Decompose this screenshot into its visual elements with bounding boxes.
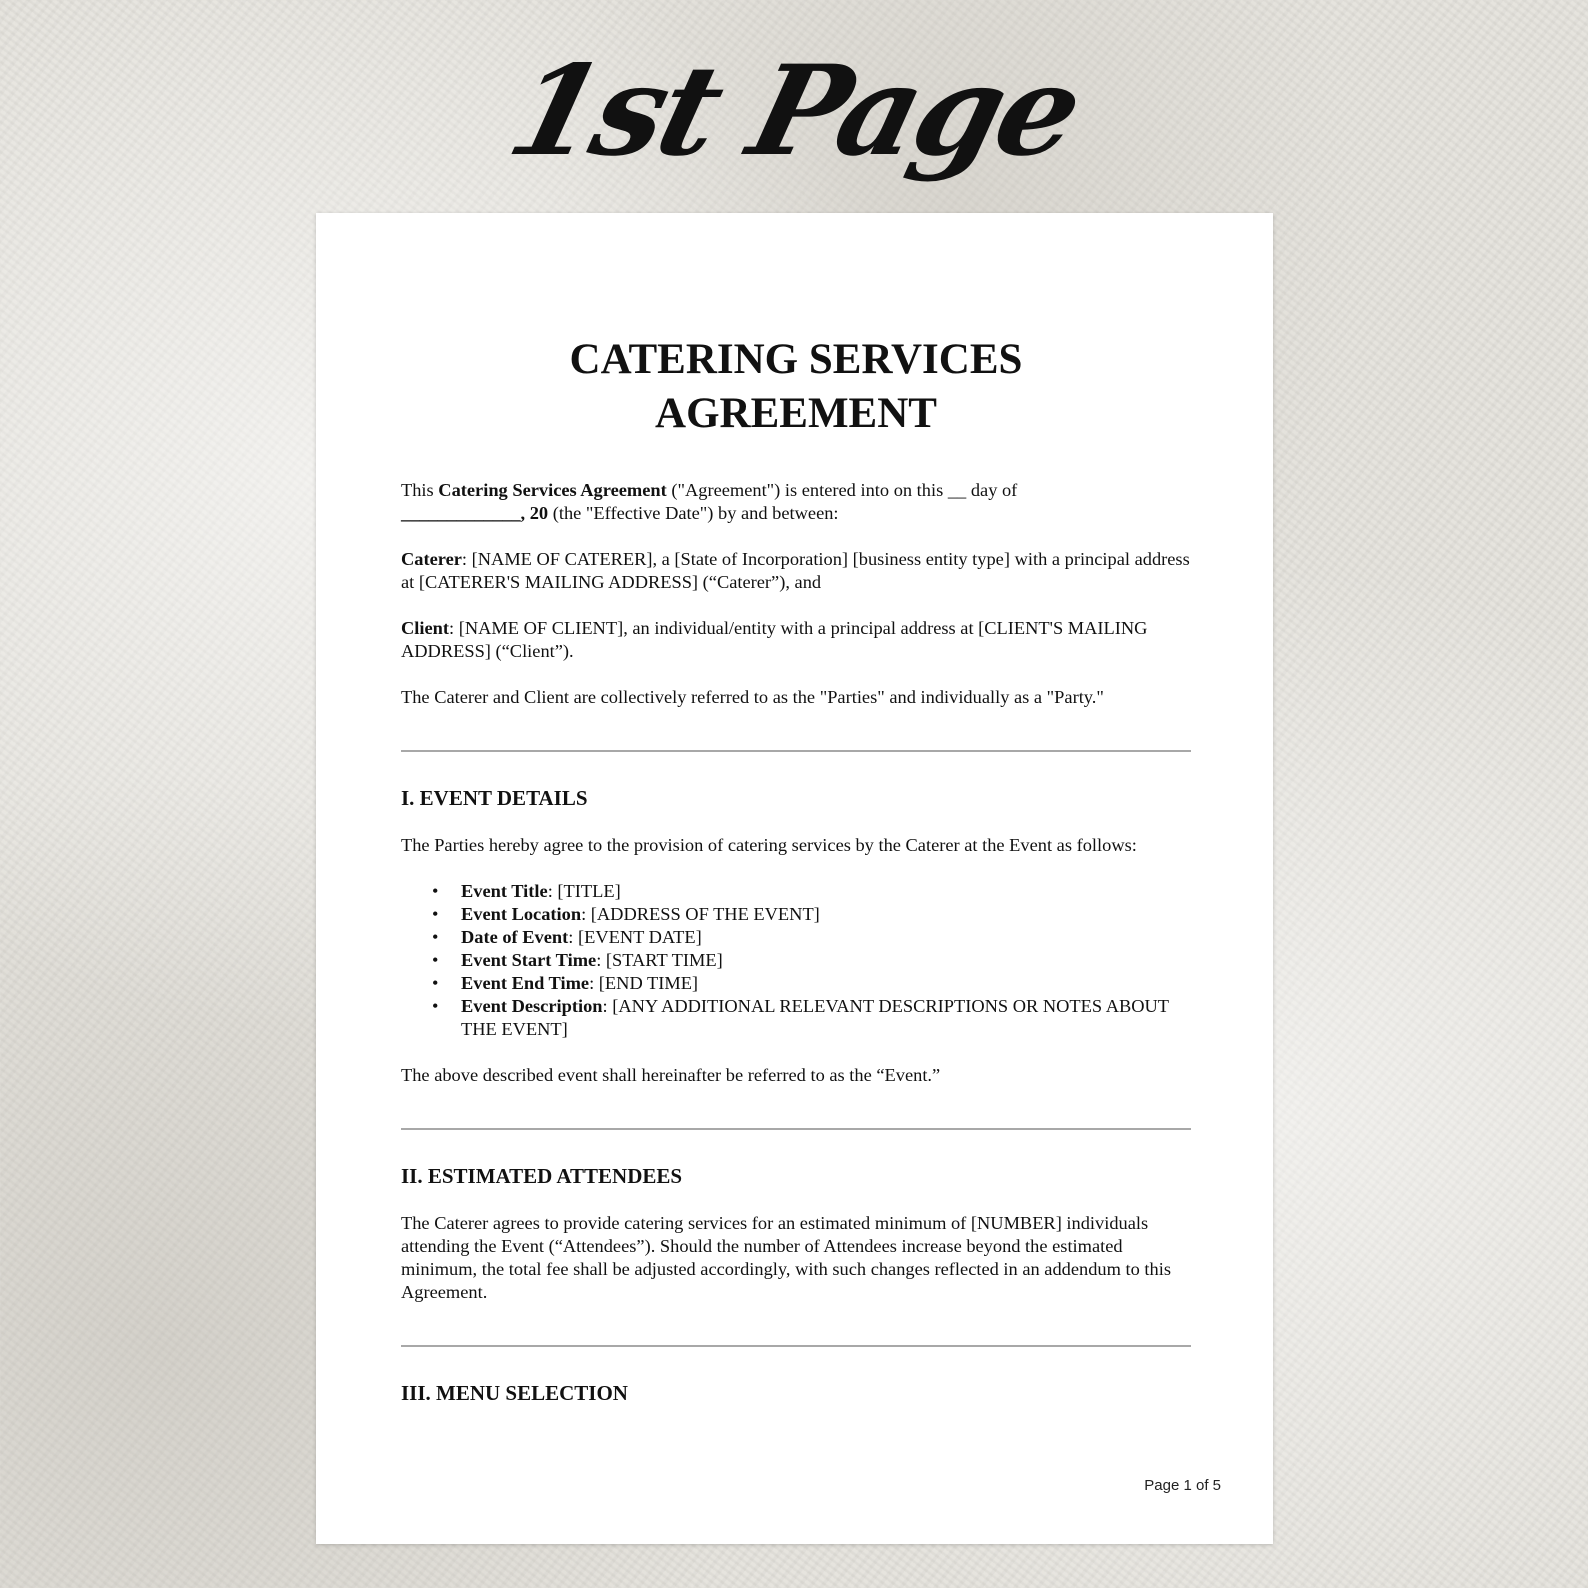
list-item: [432, 903, 1191, 926]
intro-paragraph: [401, 479, 1191, 525]
list-item-label: Date of Event: [461, 927, 569, 947]
list-item-label: Event Title: [461, 881, 548, 901]
page-number: Page 1 of 5: [1144, 1477, 1221, 1494]
estimated-attendees-body: The Caterer agrees to provide catering services for an estimated minimum of [NUMBER] individuals attending the Event (“Attendees”). Should the number of Attendees increase beyond the estimated minimum, the total fee shall be adjusted accordingly, with such changes reflected in an addendum to this Agreement.: [401, 1213, 1171, 1302]
parties-paragraph: The Caterer and Client are collectively referred to as the "Parties" and individually as a "Party.": [401, 687, 1104, 707]
section-heading-event-details: I. EVENT DETAILS: [401, 786, 588, 810]
document-content: [401, 333, 1191, 1429]
list-item: [432, 995, 1191, 1041]
section-heading-estimated-attendees: II. ESTIMATED ATTENDEES: [401, 1164, 683, 1188]
section-heading-menu-selection: III. MENU SELECTION: [401, 1381, 628, 1405]
document-page: [316, 213, 1273, 1544]
bullet-icon: •: [432, 904, 439, 924]
event-details-closing: The above described event shall hereinafter be referred to as the “Event.”: [401, 1065, 941, 1085]
client-label: Client: [401, 618, 450, 638]
list-item: [432, 972, 1191, 995]
list-item-value: : [TITLE]: [547, 881, 621, 901]
list-item-label: Event Start Time: [461, 950, 597, 970]
bullet-icon: •: [432, 996, 439, 1016]
intro-bold-1: Catering Services Agreement: [438, 480, 667, 500]
list-item-value: : [ADDRESS OF THE EVENT]: [581, 904, 820, 924]
caterer-paragraph: [401, 548, 1191, 594]
section-divider: [401, 1345, 1191, 1347]
intro-text-3: (the "Effective Date") by and between:: [548, 503, 839, 523]
list-item-label: Event End Time: [461, 973, 590, 993]
banner-title: 1st Page: [495, 39, 1093, 184]
bullet-icon: •: [432, 881, 439, 901]
intro-bold-2: _____________, 20: [401, 503, 549, 523]
bullet-icon: •: [432, 927, 439, 947]
list-item: [432, 949, 1191, 972]
list-item-label: Event Description: [461, 996, 603, 1016]
section-divider: [401, 750, 1191, 752]
list-item-label: Event Location: [461, 904, 582, 924]
event-details-list: [401, 880, 1191, 1041]
document-title-line2: AGREEMENT: [655, 390, 937, 437]
list-item-value: : [START TIME]: [596, 950, 723, 970]
list-item-value: : [ANY ADDITIONAL RELEVANT DESCRIPTIONS OR NOTES ABOUT THE EVENT]: [461, 996, 1169, 1039]
intro-text-1: This: [401, 480, 439, 500]
list-item-value: : [END TIME]: [589, 973, 699, 993]
caterer-label: Caterer: [401, 549, 462, 569]
list-item: [432, 880, 1191, 903]
intro-text-2: ("Agreement") is entered into on this __ day of: [666, 480, 1018, 500]
section-divider: [401, 1128, 1191, 1130]
list-item-value: : [EVENT DATE]: [568, 927, 702, 947]
event-details-intro: The Parties hereby agree to the provision of catering services by the Caterer at the Event as follows:: [401, 835, 1137, 855]
caterer-text: : [NAME OF CATERER], a [State of Incorporation] [business entity type] with a principal address at [CATERER'S MAILING ADDRESS] (“Caterer”), and: [401, 549, 1190, 592]
document-title: [401, 333, 1191, 441]
bullet-icon: •: [432, 973, 439, 993]
client-paragraph: [401, 617, 1191, 663]
list-item: [432, 926, 1191, 949]
client-text: : [NAME OF CLIENT], an individual/entity with a principal address at [CLIENT'S MAILING ADDRESS] (“Client”).: [401, 618, 1148, 661]
bullet-icon: •: [432, 950, 439, 970]
document-title-line1: CATERING SERVICES: [569, 336, 1023, 383]
